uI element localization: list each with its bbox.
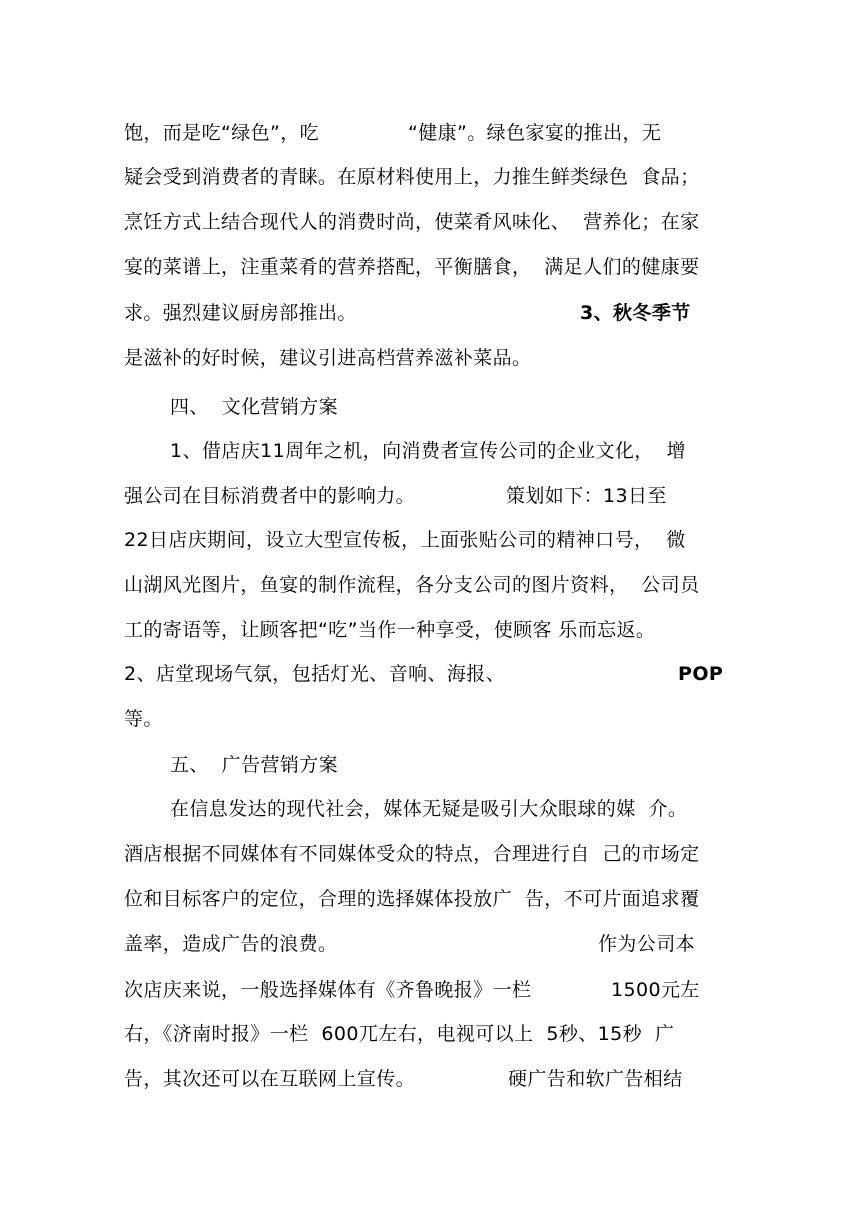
text-line (0, 794, 688, 824)
text-line (0, 436, 686, 466)
text-segment: 2、店堂现场气氛，包括灯光、音响、海报、 (124, 663, 506, 685)
text-segment: 告，其次还可以在互联网上宣传。 (124, 1068, 416, 1090)
text-line (0, 704, 163, 734)
text-segment: 次店庆来说，一般选择媒体有《齐鲁晚报》一栏 (124, 979, 532, 1001)
text-segment: 1500元左 (611, 979, 700, 1001)
text-segment: 疑会受到消费者的青睐。在原材料使用上，力推生鲜类绿色 食品； (124, 166, 700, 188)
text-line (0, 975, 700, 1005)
text-line (0, 525, 686, 555)
text-line (0, 1064, 683, 1094)
text-segment: 硬广告和软广告相结 (508, 1068, 683, 1090)
text-line (0, 207, 700, 237)
text-segment: 强公司在目标消费者中的影响力。 (124, 485, 416, 507)
text-segment: 策划如下：13日至 (506, 485, 667, 507)
text-segment: 22日店庆期间，设立大型宣传板，上面张贴公司的精神口号， 微 (124, 529, 686, 551)
text-segment: 作为公司本 (598, 933, 696, 955)
text-segment: 五、 广告营销方案 (170, 754, 339, 776)
text-segment: 在信息发达的现代社会，媒体无疑是吸引大众眼球的媒 介。 (170, 798, 688, 820)
text-line (0, 118, 662, 148)
text-segment: 位和目标客户的定位，合理的选择媒体投放广 告，不可片面追求覆 (124, 888, 700, 910)
text-segment: 是滋补的好时候，建议引进高档营养滋补菜品。 (124, 347, 532, 369)
text-line (0, 929, 696, 959)
text-segment: 1、借店庆11周年之机，向消费者宣传公司的企业文化， 增 (170, 440, 686, 462)
text-line (0, 298, 691, 328)
text-segment: 右，《济南时报》一栏 600兀左右，电视可以上 5秒、15秒 广 (124, 1023, 675, 1045)
text-segment: “健康”。绿色家宴的推出，无 (408, 122, 662, 144)
text-line (0, 884, 700, 914)
text-line (0, 615, 656, 645)
text-line (0, 1019, 675, 1049)
text-segment: 盖率，造成广告的浪费。 (124, 933, 338, 955)
text-segment: POP (678, 663, 724, 685)
section-heading (0, 392, 339, 422)
text-line (0, 252, 700, 282)
section-heading (0, 750, 339, 780)
text-segment: 3、秋冬季节 (580, 302, 691, 324)
text-segment: 等。 (124, 708, 163, 730)
text-segment: 工的寄语等，让顾客把“吃”当作一种享受，使顾客 乐而忘返。 (124, 619, 656, 641)
text-segment: 四、 文化营销方案 (170, 396, 339, 418)
text-line (0, 162, 700, 192)
text-segment: 宴的菜谱上，注重菜肴的营养搭配，平衡膳食， 满足人们的健康要 (124, 256, 700, 278)
text-line (0, 343, 532, 373)
text-segment: 烹饪方式上结合现代人的消费时尚，使菜肴风味化、 营养化；在家 (124, 211, 700, 233)
text-line (0, 481, 667, 511)
text-line (0, 659, 724, 689)
text-line (0, 839, 700, 869)
text-segment: 饱，而是吃“绿色”，吃 (124, 122, 320, 144)
text-segment: 求。强烈建议厨房部推出。 (124, 302, 357, 324)
text-segment: 酒店根据不同媒体有不同媒体受众的特点，合理进行自 己的市场定 (124, 843, 700, 865)
text-line (0, 570, 700, 600)
text-segment: 山湖风光图片，鱼宴的制作流程，各分支公司的图片资料， 公司员 (124, 574, 700, 596)
